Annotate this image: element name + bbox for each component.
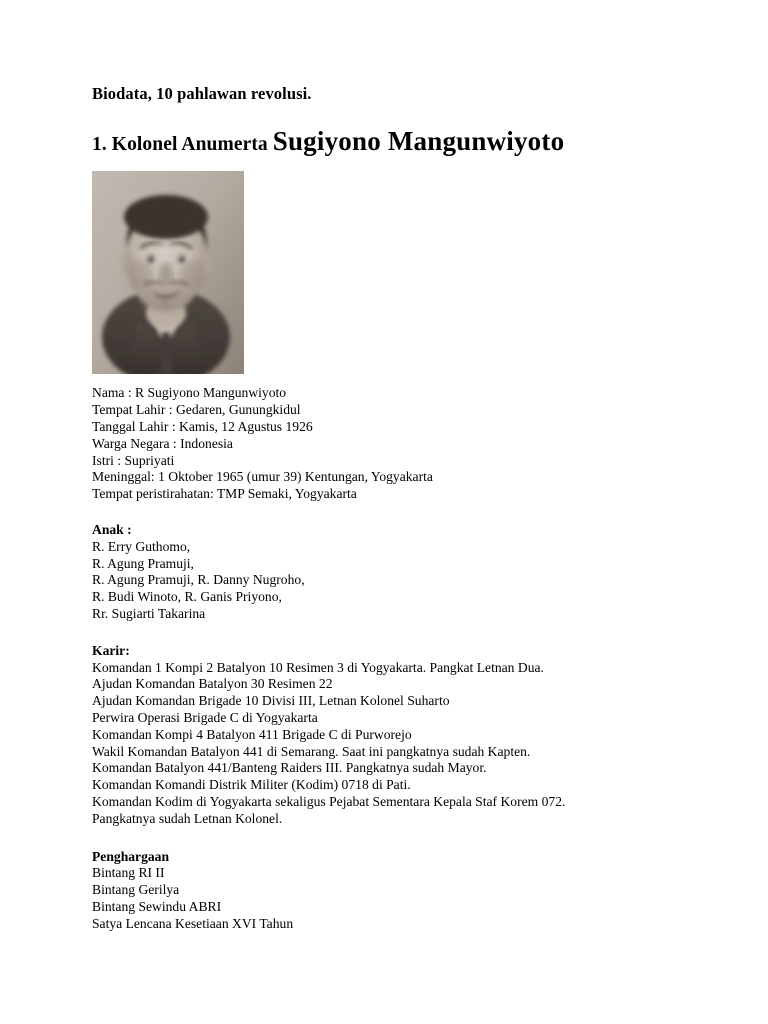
karir-item: Wakil Komandan Batalyon 441 di Semarang. Saat ini pangkatnya sudah Kapten. xyxy=(92,743,531,759)
karir-item: Komandan Batalyon 441/Banteng Raiders III. Pangkatnya sudah Mayor. xyxy=(92,760,487,776)
anak-block xyxy=(92,522,678,623)
penghargaan-item: Bintang Sewindu ABRI xyxy=(92,898,222,914)
karir-item: Komandan 1 Kompi 2 Batalyon 10 Resimen 3 di Yogyakarta. Pangkat Letnan Dua. xyxy=(92,659,544,675)
portrait-figure xyxy=(92,171,244,374)
karir-item: Komandan Kompi 4 Batalyon 411 Brigade C di Purworejo xyxy=(92,726,412,742)
karir-item: Komandan Kodim di Yogyakarta sekaligus Pejabat Sementara Kepala Staf Korem 072. xyxy=(92,793,566,809)
karir-item: Ajudan Komandan Batalyon 30 Resimen 22 xyxy=(92,676,333,692)
penghargaan-block xyxy=(92,849,678,933)
anak-item: R. Budi Winoto, R. Ganis Priyono, xyxy=(92,589,282,605)
anak-item: R. Agung Pramuji, R. Danny Nugroho, xyxy=(92,572,305,588)
karir-block xyxy=(92,643,678,828)
biodata-line-nama: Nama : R Sugiyono Mangunwiyoto xyxy=(92,385,287,401)
biodata-line-istri: Istri : Supriyati xyxy=(92,452,175,468)
biodata-block xyxy=(92,385,678,503)
anak-item: R. Agung Pramuji, xyxy=(92,555,194,571)
penghargaan-item: Bintang RI II xyxy=(92,865,165,881)
anak-item: Rr. Sugiarti Takarina xyxy=(92,605,206,621)
karir-item: Pangkatnya sudah Letnan Kolonel. xyxy=(92,810,283,826)
portrait-photo xyxy=(92,171,244,374)
portrait-image xyxy=(92,171,244,374)
karir-item: Ajudan Komandan Brigade 10 Divisi III, Letnan Kolonel Suharto xyxy=(92,693,450,709)
karir-heading: Karir: xyxy=(92,642,130,658)
karir-item: Komandan Komandi Distrik Militer (Kodim) 0718 di Pati. xyxy=(92,777,411,793)
entry-name-label: Sugiyono Mangunwiyoto xyxy=(272,125,565,156)
entry-rank-label: 1. Kolonel Anumerta xyxy=(92,133,273,155)
biodata-line-tanggal-lahir: Tanggal Lahir : Kamis, 12 Agustus 1926 xyxy=(92,419,313,435)
biodata-line-tempat-lahir: Tempat Lahir : Gedaren, Gunungkidul xyxy=(92,402,301,418)
penghargaan-item: Bintang Gerilya xyxy=(92,882,180,898)
biodata-line-peristirahatan: Tempat peristirahatan: TMP Semaki, Yogyakarta xyxy=(92,486,357,502)
entry-heading xyxy=(92,125,678,158)
biodata-line-warga-negara: Warga Negara : Indonesia xyxy=(92,435,233,451)
penghargaan-heading: Penghargaan xyxy=(92,848,170,864)
penghargaan-item: Satya Lencana Kesetiaan XVI Tahun xyxy=(92,915,294,931)
karir-item: Perwira Operasi Brigade C di Yogyakarta xyxy=(92,709,318,725)
anak-heading: Anak : xyxy=(92,522,132,537)
anak-item: R. Erry Guthomo, xyxy=(92,538,191,554)
biodata-line-meninggal: Meninggal: 1 Oktober 1965 (umur 39) Kentungan, Yogyakarta xyxy=(92,469,433,485)
page-title: Biodata, 10 pahlawan revolusi. xyxy=(92,84,312,103)
